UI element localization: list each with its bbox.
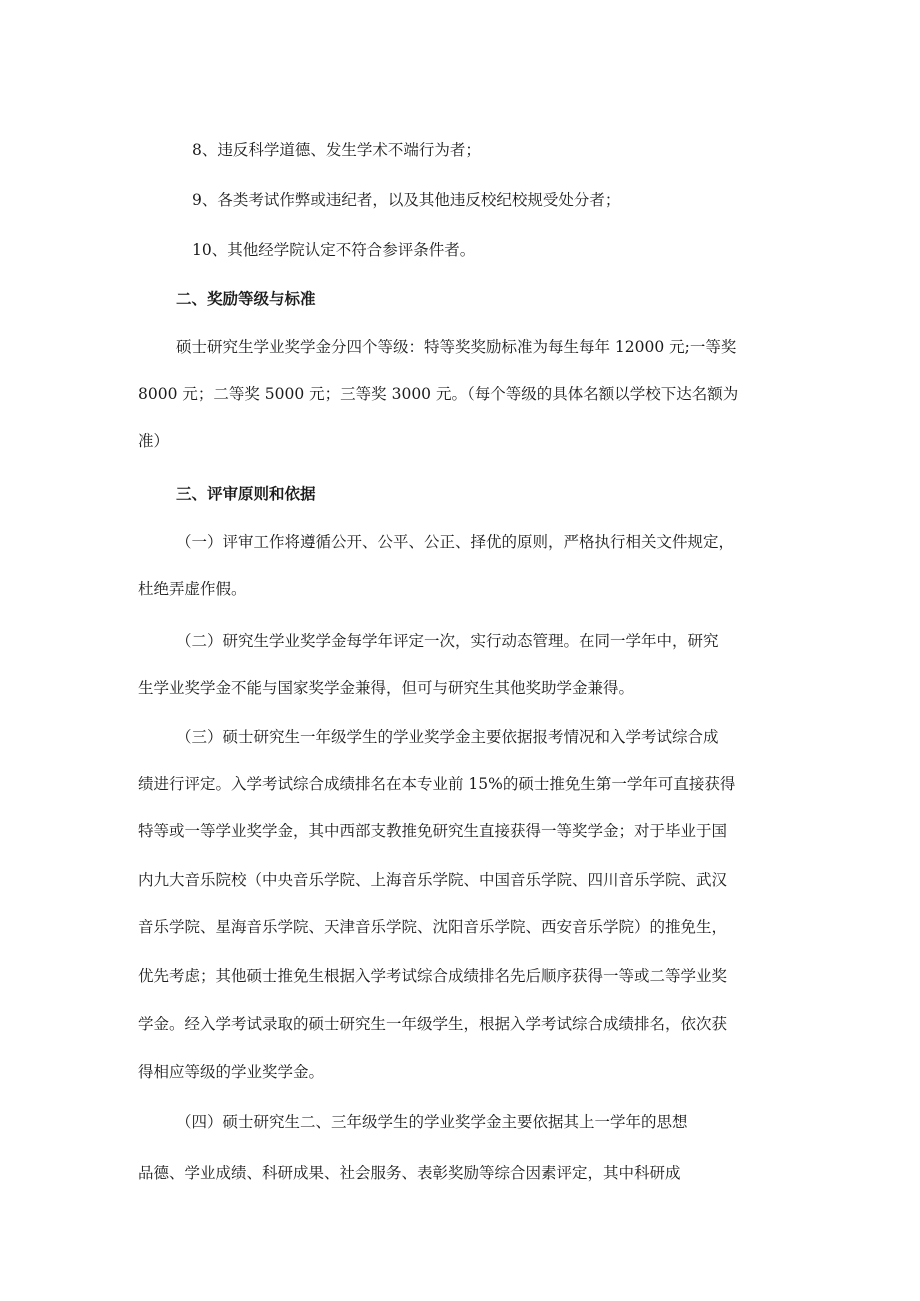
section-heading-3: 三、评审原则和依据	[176, 484, 316, 503]
s3-p2-line-2: 生学业奖学金不能与国家奖学金兼得，但可与研究生其他奖助学金兼得。	[138, 679, 635, 697]
s3-p3-line-2: 绩进行评定。入学考试综合成绩排名在本专业前 15%的硕士推免生第一学年可直接获得	[138, 775, 736, 793]
list-item-9: 9、各类考试作弊或违纪者，以及其他违反校纪校规受处分者；	[192, 191, 621, 209]
section2-line-1: 硕士研究生学业奖学金分四个等级：特等奖奖励标准为每生每年 12000 元;一等奖	[176, 338, 737, 356]
s3-p4-line-2: 品德、学业成绩、科研成果、社会服务、表彰奖励等综合因素评定，其中科研成	[138, 1164, 681, 1182]
s3-p3-line-8: 得相应等级的学业奖学金。	[138, 1063, 325, 1081]
list-item-8: 8、违反科学道德、发生学术不端行为者；	[192, 141, 481, 159]
s3-p1-line-2: 杜绝弄虚作假。	[138, 580, 247, 598]
s3-p3-line-4: 内九大音乐院校（中央音乐学院、上海音乐学院、中国音乐学院、四川音乐学院、武汉	[138, 871, 728, 889]
s3-p1-line-1: （一）评审工作将遵循公开、公平、公正、择优的原则，严格执行相关文件规定，	[176, 533, 735, 551]
s3-p3-line-3: 特等或一等学业奖学金，其中西部支教推免研究生直接获得一等奖学金；对于毕业于国	[138, 822, 728, 840]
section2-line-3: 准）	[138, 432, 170, 450]
s3-p3-line-5: 音乐学院、星海音乐学院、天津音乐学院、沈阳音乐学院、西安音乐学院）的推免生，	[138, 918, 728, 936]
s3-p3-line-6: 优先考虑；其他硕士推免生根据入学考试综合成绩排名先后顺序获得一等或二等学业奖	[138, 967, 728, 985]
s3-p3-line-1: （三）硕士研究生一年级学生的学业奖学金主要依据报考情况和入学考试综合成	[176, 728, 719, 746]
s3-p4-line-1: （四）硕士研究生二、三年级学生的学业奖学金主要依据其上一学年的思想	[176, 1113, 688, 1131]
s3-p2-line-1: （二）研究生学业奖学金每学年评定一次，实行动态管理。在同一学年中，研究	[176, 632, 719, 650]
section-heading-2: 二、奖励等级与标准	[176, 289, 316, 308]
section2-line-2: 8000 元；二等奖 5000 元；三等奖 3000 元。（每个等级的具体名额以学校下达名额为	[138, 385, 739, 403]
s3-p3-line-7: 学金。经入学考试录取的硕士研究生一年级学生，根据入学考试综合成绩排名，依次获	[138, 1015, 728, 1033]
list-item-10: 10、其他经学院认定不符合参评条件者。	[192, 241, 476, 259]
